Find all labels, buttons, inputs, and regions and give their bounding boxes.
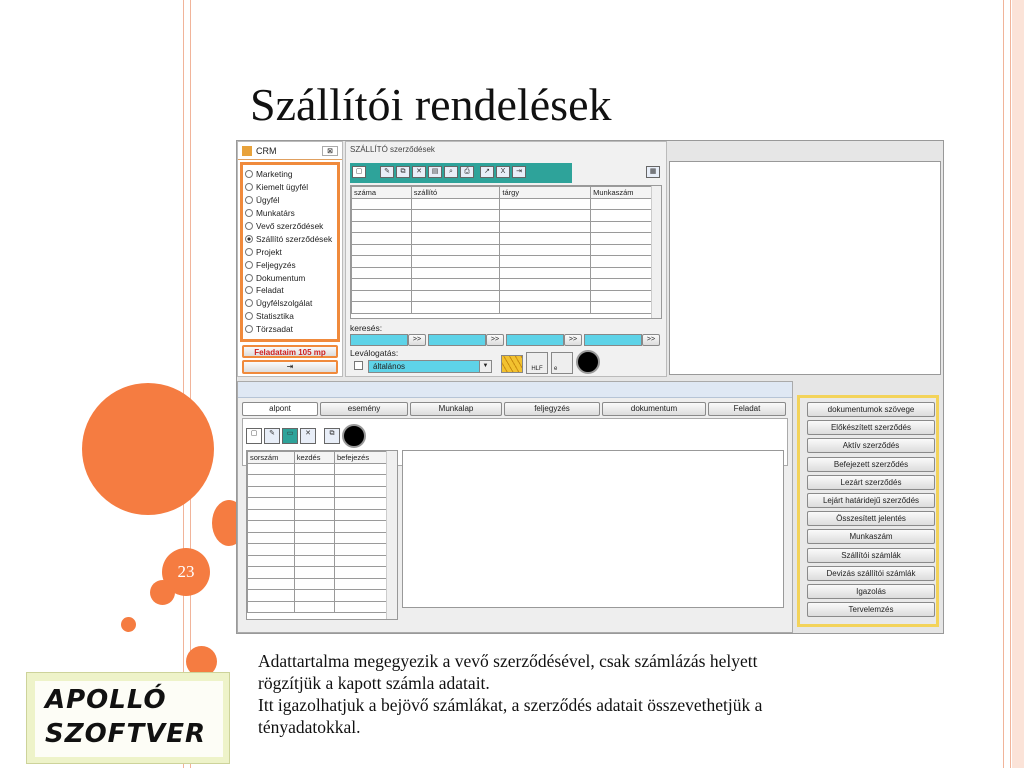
search-input[interactable]	[584, 334, 642, 346]
contracts-table[interactable]	[350, 185, 662, 319]
column-header[interactable]: sorszám	[248, 452, 295, 464]
tab-bar	[242, 402, 788, 416]
right-decor-band	[1012, 0, 1024, 768]
search-next-button[interactable]: >>	[564, 334, 582, 346]
table-row[interactable]	[352, 302, 653, 314]
contracts-panel	[345, 141, 667, 377]
module-item-label: Dokumentum	[256, 272, 306, 283]
crm-panel	[237, 141, 343, 377]
decor-circle-large	[82, 383, 214, 515]
table-row[interactable]	[248, 486, 387, 498]
e-icon[interactable]: e	[551, 352, 573, 374]
module-item-label: Marketing	[256, 169, 293, 180]
bottom-header	[238, 382, 792, 398]
column-header[interactable]: kezdés	[294, 452, 334, 464]
report-button[interactable]: Devizás szállítói számlák	[807, 566, 935, 581]
module-item-label: Szállító szerződések	[256, 233, 333, 244]
calculator-icon[interactable]: ▦	[646, 166, 660, 178]
exit-icon: ⇥	[286, 362, 294, 371]
scrollbar[interactable]	[651, 186, 661, 318]
module-item[interactable]	[245, 284, 335, 297]
table-row[interactable]	[248, 601, 387, 613]
filter-label: Leválogatás:	[350, 348, 399, 358]
scrollbar[interactable]	[386, 451, 397, 619]
detail-preview	[669, 161, 941, 375]
table-row[interactable]	[352, 256, 653, 268]
table-row[interactable]	[352, 290, 653, 302]
report-button[interactable]: Aktív szerződés	[807, 438, 935, 453]
search-next-button[interactable]: >>	[642, 334, 660, 346]
module-item-label: Vevő szerződések	[256, 221, 324, 231]
column-header[interactable]: száma	[352, 187, 412, 199]
edit-icon[interactable]: ✎	[380, 166, 394, 178]
table-row[interactable]	[248, 567, 387, 579]
radio-icon[interactable]	[245, 209, 253, 217]
search-icon[interactable]: ⌕	[444, 166, 458, 178]
radio-icon[interactable]	[245, 183, 253, 191]
report-button[interactable]: Összesített jelentés	[807, 511, 935, 526]
tasks-button[interactable]: Feladataim 105 mp	[242, 345, 338, 358]
report-button[interactable]: Lezárt szerződés	[807, 475, 935, 490]
module-item[interactable]	[245, 323, 335, 336]
module-item[interactable]	[245, 258, 335, 271]
module-item-label: Feljegyzés	[256, 259, 296, 270]
radio-icon[interactable]	[245, 196, 253, 204]
module-list	[240, 162, 340, 342]
table-row[interactable]	[248, 475, 387, 487]
tab-4[interactable]: dokumentum	[602, 402, 706, 416]
module-item-label: Projekt	[256, 246, 282, 257]
module-item[interactable]	[245, 194, 335, 207]
module-item[interactable]	[245, 207, 335, 220]
edit-icon[interactable]: ✎	[264, 428, 280, 444]
search-input[interactable]	[506, 334, 564, 346]
items-table[interactable]	[246, 450, 398, 620]
body-line: rögzítjük a kapott számla adatait.	[258, 673, 490, 693]
report-button[interactable]: Tervelemzés	[807, 602, 935, 617]
column-header[interactable]: szállító	[411, 187, 500, 199]
tab-1[interactable]: esemény	[320, 402, 408, 416]
decor-line	[1010, 0, 1011, 768]
tab-0[interactable]: alpont	[242, 402, 318, 416]
honeycomb-icon[interactable]	[501, 355, 523, 373]
exit-icon[interactable]: ⇥	[512, 166, 526, 178]
radio-icon[interactable]	[245, 286, 253, 294]
report-button[interactable]: Igazolás	[807, 584, 935, 599]
module-item[interactable]	[245, 245, 335, 258]
delete-icon[interactable]: ✕	[412, 166, 426, 178]
filter-checkbox[interactable]	[354, 361, 363, 370]
delete-icon[interactable]: ✕	[300, 428, 316, 444]
slide-title: Szállítói rendelések	[250, 79, 612, 130]
table-row[interactable]	[352, 221, 653, 233]
body-line: Adattartalma megegyezik a vevő szerződésével, csak számlázás helyett	[258, 651, 758, 671]
sub-toolbar	[246, 424, 366, 448]
record-button-icon[interactable]	[576, 350, 600, 374]
filter-value: általános	[373, 362, 406, 371]
export-icon[interactable]: ↗	[480, 166, 494, 178]
search-label: keresés:	[350, 323, 383, 333]
report-panel	[793, 381, 943, 633]
column-header[interactable]: befejezés	[335, 452, 387, 464]
decor-line	[183, 0, 184, 768]
table-row[interactable]	[352, 210, 653, 222]
tab-2[interactable]: Munkalap	[410, 402, 502, 416]
exit-button[interactable]	[242, 360, 338, 374]
module-item[interactable]	[245, 168, 335, 181]
table-row[interactable]	[248, 578, 387, 590]
decor-line	[1003, 0, 1004, 768]
table-row[interactable]	[248, 555, 387, 567]
column-header[interactable]: Munkaszám	[591, 187, 653, 199]
module-item-label: Munkatárs	[256, 208, 295, 219]
new-icon[interactable]: ▢	[246, 428, 262, 444]
table-row[interactable]	[248, 498, 387, 510]
search-next-button[interactable]: >>	[486, 334, 504, 346]
print-preview-icon[interactable]: ▤	[428, 166, 442, 178]
radio-icon[interactable]	[245, 222, 253, 230]
table-row[interactable]	[248, 463, 387, 475]
chevron-down-icon: ▼	[479, 361, 491, 372]
crm-header	[238, 142, 342, 160]
radio-icon[interactable]	[245, 248, 253, 256]
contracts-title: SZÁLLÍTÓ szerződések	[350, 145, 435, 154]
tab-5[interactable]: Feladat	[708, 402, 786, 416]
module-item[interactable]	[245, 297, 335, 310]
body-line: tényadatokkal.	[258, 717, 361, 737]
table-row[interactable]	[248, 544, 387, 556]
search-input[interactable]	[350, 334, 408, 346]
module-item[interactable]	[245, 181, 335, 194]
copy-icon[interactable]: ⧉	[324, 428, 340, 444]
excel-icon[interactable]: X	[496, 166, 510, 178]
report-button[interactable]: Befejezett szerződés	[807, 457, 935, 472]
report-button[interactable]: Előkészített szerződés	[807, 420, 935, 435]
decor-circle	[150, 580, 175, 605]
app-window	[236, 140, 944, 634]
report-button[interactable]: Munkaszám	[807, 529, 935, 544]
report-button[interactable]: Szállítói számlák	[807, 548, 935, 563]
module-item[interactable]	[245, 232, 335, 245]
radio-icon[interactable]	[245, 312, 253, 320]
radio-icon[interactable]	[245, 299, 253, 307]
search-row	[350, 334, 662, 346]
report-button[interactable]: Lejárt határidejű szerződés	[807, 493, 935, 508]
record-button-icon[interactable]	[342, 424, 366, 448]
search-next-button[interactable]: >>	[408, 334, 426, 346]
report-button[interactable]: dokumentumok szövege	[807, 402, 935, 417]
table-row[interactable]	[248, 509, 387, 521]
bottom-panel	[237, 381, 793, 633]
table-row[interactable]	[352, 198, 653, 210]
module-item[interactable]	[245, 271, 335, 284]
body-line: Itt igazolhatjuk a bejövő számlákat, a szerződés adatait összevethetjük a	[258, 695, 763, 715]
page-number: 23	[162, 548, 210, 596]
module-item-label: Kiemelt ügyfél	[256, 182, 309, 193]
folder-icon[interactable]: ▭	[282, 428, 298, 444]
tab-3[interactable]: feljegyzés	[504, 402, 600, 416]
new-icon[interactable]: ▢	[352, 166, 366, 178]
table-row[interactable]	[352, 244, 653, 256]
crm-title: CRM	[256, 145, 277, 156]
module-item-label: Ügyfél	[256, 195, 280, 206]
table-row[interactable]	[352, 267, 653, 279]
crm-icon	[242, 146, 252, 156]
close-icon[interactable]: ⊠	[322, 146, 338, 156]
print-icon[interactable]: ⎙	[460, 166, 474, 178]
radio-icon[interactable]	[245, 325, 253, 333]
module-item[interactable]	[245, 220, 335, 233]
module-item-label: Feladat	[256, 285, 284, 296]
copy-icon[interactable]: ⧉	[396, 166, 410, 178]
table-row[interactable]	[248, 532, 387, 544]
table-row[interactable]	[352, 233, 653, 245]
slide-body	[258, 650, 958, 738]
table-row[interactable]	[352, 279, 653, 291]
hlf-icon[interactable]: HLF	[526, 352, 548, 374]
toolbar	[350, 163, 572, 183]
radio-icon[interactable]	[245, 261, 253, 269]
column-header[interactable]: tárgy	[500, 187, 591, 199]
module-item-label: Törzsadat	[256, 324, 293, 335]
module-item[interactable]	[245, 310, 335, 323]
filter-select[interactable]	[368, 360, 492, 373]
module-item-label: Ügyfélszolgálat	[256, 298, 313, 309]
table-row[interactable]	[248, 521, 387, 533]
logo-inner	[35, 681, 223, 757]
detail-area	[402, 450, 784, 608]
radio-icon[interactable]	[245, 170, 253, 178]
radio-icon[interactable]	[245, 274, 253, 282]
logo-line-2: SZOFTVER	[45, 719, 207, 749]
report-buttons	[797, 395, 939, 627]
decor-circle	[121, 617, 136, 632]
company-logo	[26, 672, 230, 764]
module-item-label: Statisztika	[256, 311, 294, 322]
table-row[interactable]	[248, 590, 387, 602]
radio-icon[interactable]	[245, 235, 253, 243]
logo-line-1: APOLLÓ	[45, 685, 167, 715]
search-input[interactable]	[428, 334, 486, 346]
